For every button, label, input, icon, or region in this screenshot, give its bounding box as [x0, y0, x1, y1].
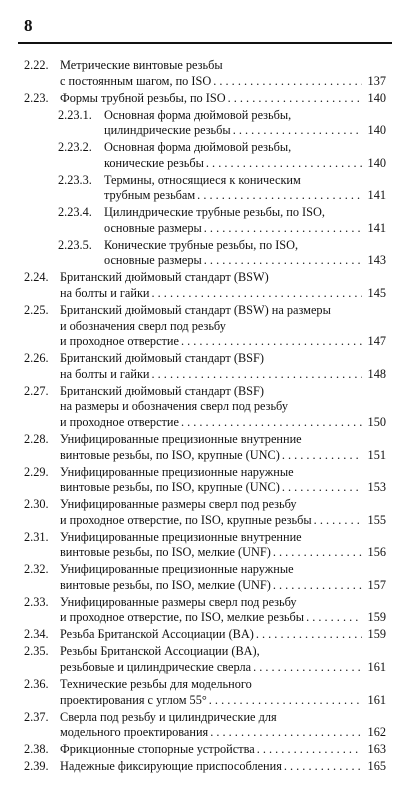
toc-entry-title-line: модельного проектирования [60, 725, 209, 740]
toc-entry-number: 2.34. [24, 627, 49, 642]
toc-entry-title-line: Унифицированные прецизионные внутренние [60, 529, 302, 544]
dot-leader [284, 759, 362, 775]
toc-entry-title-line: на болты и гайки [60, 366, 150, 381]
toc-entry-title-line: резьбовые и цилиндрические сверла [60, 660, 252, 674]
toc-entry-number: 2.22. [24, 58, 49, 72]
toc-entry [24, 644, 386, 675]
toc-entry-page: 143 [367, 253, 386, 268]
toc-entry-title-line: трубным резьбам [104, 188, 196, 203]
toc-entry-page: 157 [367, 577, 386, 592]
toc-entry-title-line: Конические трубные резьбы, по ISO, [104, 237, 299, 252]
toc-entry-title-line: Технические резьбы для модельного [60, 676, 252, 691]
dot-leader [210, 725, 362, 741]
dot-leader [197, 188, 362, 204]
toc-entry-title-line: Британский дюймовый стандарт (BSW) на размеры [60, 303, 331, 318]
toc-entry-page: 137 [367, 73, 386, 88]
toc-entry-page: 163 [367, 742, 386, 757]
toc-entry-title-line: Основная форма дюймовой резьбы, [104, 107, 292, 122]
header-rule [18, 42, 392, 44]
toc-entry-title-line: Сверла под резьбу и цилиндрические для [60, 709, 277, 724]
toc-entry-page: 141 [367, 220, 386, 235]
toc-entry-number: 2.37. [24, 709, 49, 724]
toc-entry-page: 159 [367, 627, 386, 642]
toc-entry-title-line: и проходное отверстие [60, 334, 179, 349]
dot-leader [282, 448, 362, 464]
toc-entry-number: 2.27. [24, 383, 49, 398]
toc-entry-title-line: Унифицированные прецизионные наружные [60, 464, 294, 479]
dot-leader [282, 480, 362, 496]
toc-entry-title-line: Формы трубной резьбы, по ISO [60, 90, 226, 105]
toc-entry [24, 530, 386, 561]
toc-entry-title-line: и обозначения сверл под резьбу [60, 318, 226, 333]
toc-entry [24, 497, 386, 528]
toc-entry-page: 140 [367, 155, 386, 170]
toc-entry-title-line: основные размеры [104, 220, 202, 235]
toc-entry [24, 742, 386, 758]
toc-entry-title-line: и проходное отверстие [60, 414, 179, 429]
toc-entry [24, 595, 386, 626]
toc-entry [24, 173, 386, 204]
dot-leader [204, 253, 362, 269]
dot-leader [257, 742, 362, 758]
toc-entry-page: 162 [367, 725, 386, 740]
toc-entry-number: 2.33. [24, 594, 49, 609]
toc-entry-page: 156 [367, 545, 386, 560]
toc-entry-page: 147 [367, 334, 386, 349]
dot-leader [253, 660, 362, 676]
toc-entry-title-line: Унифицированные прецизионные внутренние [60, 431, 302, 446]
toc-entry-title-line: Основная форма дюймовой резьбы, [104, 140, 292, 155]
dot-leader [181, 415, 362, 431]
toc-entry-title-line: Британский дюймовый стандарт (BSW) [60, 270, 269, 285]
toc-entry-title-line: Фрикционные стопорные устройства [60, 742, 255, 757]
toc-entry-page: 140 [367, 123, 386, 138]
dot-leader [206, 156, 362, 172]
toc-entry-number: 2.35. [24, 644, 49, 659]
toc-entry [24, 384, 386, 431]
toc-entry-number: 2.32. [24, 562, 49, 577]
toc-entry [24, 205, 386, 236]
toc-entry-title-line: и проходное отверстие, по ISO, мелкие резьбы [60, 610, 305, 625]
toc-entry-number: 2.30. [24, 497, 49, 512]
toc-entry-number: 2.28. [24, 431, 49, 446]
toc-entry [24, 465, 386, 496]
toc-entry-title-line: на болты и гайки [60, 286, 150, 301]
toc-entry-title-line: проектирования с углом 55° [60, 692, 207, 707]
dot-leader [228, 91, 362, 107]
toc-entry-page: 161 [367, 692, 386, 707]
toc-entry [24, 108, 386, 139]
toc-entry [24, 677, 386, 708]
toc-entry-page: 161 [367, 660, 386, 674]
dot-leader [306, 610, 362, 626]
toc-entry [24, 562, 386, 593]
toc-entry-number: 2.23. [24, 90, 49, 105]
toc-entry [24, 270, 386, 301]
toc-entry [24, 759, 386, 775]
toc-entry [24, 627, 386, 643]
toc-entry-title-line: Цилиндрические трубные резьбы, по ISO, [104, 205, 325, 220]
toc-entry-title-line: цилиндрические резьбы [104, 123, 231, 138]
dot-leader [213, 74, 362, 90]
toc-entry [24, 238, 386, 269]
toc-entry-number: 2.39. [24, 759, 49, 774]
dot-leader [273, 578, 362, 594]
toc-entry-number: 2.29. [24, 464, 49, 479]
dot-leader [204, 221, 362, 237]
dot-leader [152, 286, 363, 302]
toc-entry-page: 153 [367, 480, 386, 495]
toc-entry [24, 140, 386, 171]
toc-entry-page: 151 [367, 447, 386, 462]
toc-entry-page: 165 [367, 759, 386, 774]
toc-entry-page: 155 [367, 512, 386, 527]
toc-entry-page: 140 [367, 90, 386, 105]
toc-entry-number: 2.23.2. [58, 140, 92, 155]
toc-entry [24, 91, 386, 107]
toc-entry-title-line: Резьбы Британской Ассоциации (BA), [60, 644, 260, 659]
toc-entry-number: 2.23.3. [58, 172, 92, 187]
toc-entry-title-line: винтовые резьбы, по ISO, крупные (UNC) [60, 480, 280, 495]
toc-entry-number: 2.23.5. [58, 237, 92, 252]
toc-entry-title-line: Унифицированные прецизионные наружные [60, 562, 294, 577]
toc-entry-title-line: Британский дюймовый стандарт (BSF) [60, 351, 264, 366]
toc-entry-title-line: и проходное отверстие, по ISO, крупные резьбы [60, 512, 312, 527]
toc-entry-number: 2.26. [24, 351, 49, 366]
toc-entry-page: 159 [367, 610, 386, 625]
toc-entry-page: 141 [367, 188, 386, 203]
toc-entry-page: 148 [367, 366, 386, 381]
dot-leader [233, 123, 362, 139]
toc-entry-title-line: Британский дюймовый стандарт (BSF) [60, 383, 264, 398]
toc-entry-title-line: Унифицированные размеры сверл под резьбу [60, 497, 297, 512]
dot-leader [152, 367, 363, 383]
dot-leader [256, 627, 362, 643]
toc-entry-title-line: Резьба Британской Ассоциации (BA) [60, 627, 254, 642]
page-number: 8 [24, 16, 33, 35]
toc-entry-title-line: винтовые резьбы, по ISO, мелкие (UNF) [60, 577, 271, 592]
toc-entry-title-line: с постоянным шагом, по ISO [60, 73, 212, 88]
toc-entry-number: 2.23.4. [58, 205, 92, 220]
toc-entry-title-line: конические резьбы [104, 155, 204, 170]
toc-entry-title-line: Надежные фиксирующие приспособления [60, 759, 282, 774]
toc-entry-title-line: основные размеры [104, 253, 202, 268]
dot-leader [273, 545, 362, 561]
toc-entry-title-line: Унифицированные размеры сверл под резьбу [60, 594, 297, 609]
toc-entry [24, 351, 386, 382]
toc-entry-title-line: винтовые резьбы, по ISO, мелкие (UNF) [60, 545, 271, 560]
table-of-contents [24, 58, 386, 776]
toc-entry [24, 432, 386, 463]
toc-entry-number: 2.31. [24, 529, 49, 544]
toc-entry-title-line: Метрические винтовые резьбы [60, 58, 223, 72]
dot-leader [209, 693, 362, 709]
dot-leader [314, 513, 362, 529]
toc-entry-number: 2.36. [24, 676, 49, 691]
dot-leader [181, 334, 362, 350]
toc-entry-number: 2.23.1. [58, 107, 92, 122]
toc-entry [24, 710, 386, 741]
toc-entry [24, 58, 386, 89]
toc-entry-title-line: на размеры и обозначения сверл под резьбу [60, 399, 288, 414]
toc-entry-number: 2.25. [24, 303, 49, 318]
toc-entry-page: 150 [367, 414, 386, 429]
toc-entry-number: 2.38. [24, 742, 49, 757]
toc-entry-title-line: Термины, относящиеся к коническим [104, 172, 301, 187]
toc-entry-number: 2.24. [24, 270, 49, 285]
toc-entry-title-line: винтовые резьбы, по ISO, крупные (UNC) [60, 447, 280, 462]
toc-entry-page: 145 [367, 286, 386, 301]
toc-entry [24, 303, 386, 350]
